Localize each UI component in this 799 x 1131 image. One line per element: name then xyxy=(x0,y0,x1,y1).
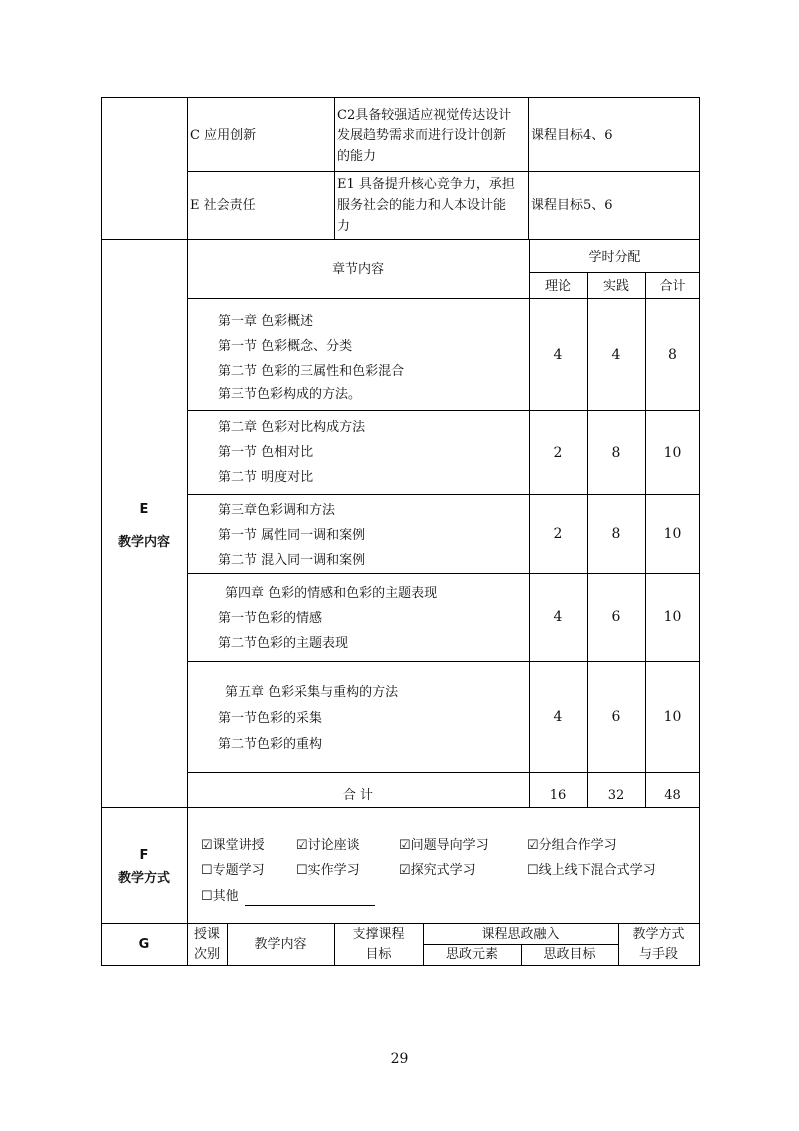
chapter-3-total: 10 xyxy=(663,526,682,542)
option-lecture[interactable]: ☑课堂讲授 xyxy=(201,838,265,853)
other-blank-line[interactable] xyxy=(245,905,375,906)
chapter-2-theory: 2 xyxy=(553,445,563,461)
checkbox-checked-icon: ☑ xyxy=(399,838,411,853)
sum-label: 合 计 xyxy=(342,788,374,803)
goal-category-c: C 应用创新 xyxy=(190,128,257,143)
header-hours: 学时分配 xyxy=(588,250,641,265)
header-ideological-goal: 思政目标 xyxy=(543,947,596,962)
chapter-5-total: 10 xyxy=(663,709,682,725)
checkbox-checked-icon: ☑ xyxy=(296,838,308,853)
checkbox-checked-icon: ☑ xyxy=(399,863,411,878)
checkbox-checked-icon: ☑ xyxy=(527,838,539,853)
header-ideological-element: 思政元素 xyxy=(445,947,498,962)
chapter-4-total: 10 xyxy=(663,609,682,625)
sum-total: 48 xyxy=(664,788,681,803)
header-chapter: 章节内容 xyxy=(331,262,384,277)
section-g-code: G xyxy=(138,937,150,952)
chapter-5-theory: 4 xyxy=(553,709,563,725)
option-group-cooperation[interactable]: ☑分组合作学习 xyxy=(527,838,617,853)
checkbox-unchecked-icon: ☐ xyxy=(201,889,213,904)
checkbox-unchecked-icon: ☐ xyxy=(527,863,539,878)
chapter-3-practice: 8 xyxy=(611,526,621,542)
chapter-2-total: 10 xyxy=(663,445,682,461)
section-f-title: 教学方式 xyxy=(117,871,170,886)
option-blended[interactable]: ☐线上线下混合式学习 xyxy=(527,863,656,878)
header-practice: 实践 xyxy=(602,279,629,294)
option-inquiry[interactable]: ☑探究式学习 xyxy=(399,863,476,878)
chapter-1-theory: 4 xyxy=(553,347,563,363)
sum-theory: 16 xyxy=(549,788,567,803)
chapter-2-practice: 8 xyxy=(611,445,621,461)
goal-target-e: 课程目标5、6 xyxy=(531,198,613,213)
option-other[interactable]: ☐其他 xyxy=(201,889,239,904)
section-e-title: 教学内容 xyxy=(117,535,170,550)
option-discussion[interactable]: ☑讨论座谈 xyxy=(296,838,360,853)
goal-target-c: 课程目标4、6 xyxy=(531,128,613,143)
checkbox-checked-icon: ☑ xyxy=(201,838,213,853)
chapter-3-theory: 2 xyxy=(553,526,563,542)
header-teaching-content: 教学内容 xyxy=(254,937,307,952)
header-ideological: 课程思政融入 xyxy=(481,927,560,942)
checkbox-unchecked-icon: ☐ xyxy=(296,863,308,878)
section-f-code: F xyxy=(139,848,149,863)
goal-category-e: E 社会责任 xyxy=(190,198,256,213)
section-e-code: E xyxy=(139,502,149,517)
header-total: 合计 xyxy=(659,279,686,294)
chapter-5-practice: 6 xyxy=(611,709,621,725)
chapter-4-practice: 6 xyxy=(611,609,621,625)
checkbox-unchecked-icon: ☐ xyxy=(201,863,213,878)
chapter-1-total: 8 xyxy=(668,347,677,363)
option-problem-based[interactable]: ☑问题导向学习 xyxy=(399,838,489,853)
sum-practice: 32 xyxy=(607,788,625,803)
page-number: 29 xyxy=(390,1051,409,1067)
header-theory: 理论 xyxy=(544,279,571,294)
chapter-4-theory: 4 xyxy=(553,609,563,625)
chapter-1-practice: 4 xyxy=(611,347,621,363)
option-practical[interactable]: ☐实作学习 xyxy=(296,863,360,878)
option-topic-study[interactable]: ☐专题学习 xyxy=(201,863,265,878)
